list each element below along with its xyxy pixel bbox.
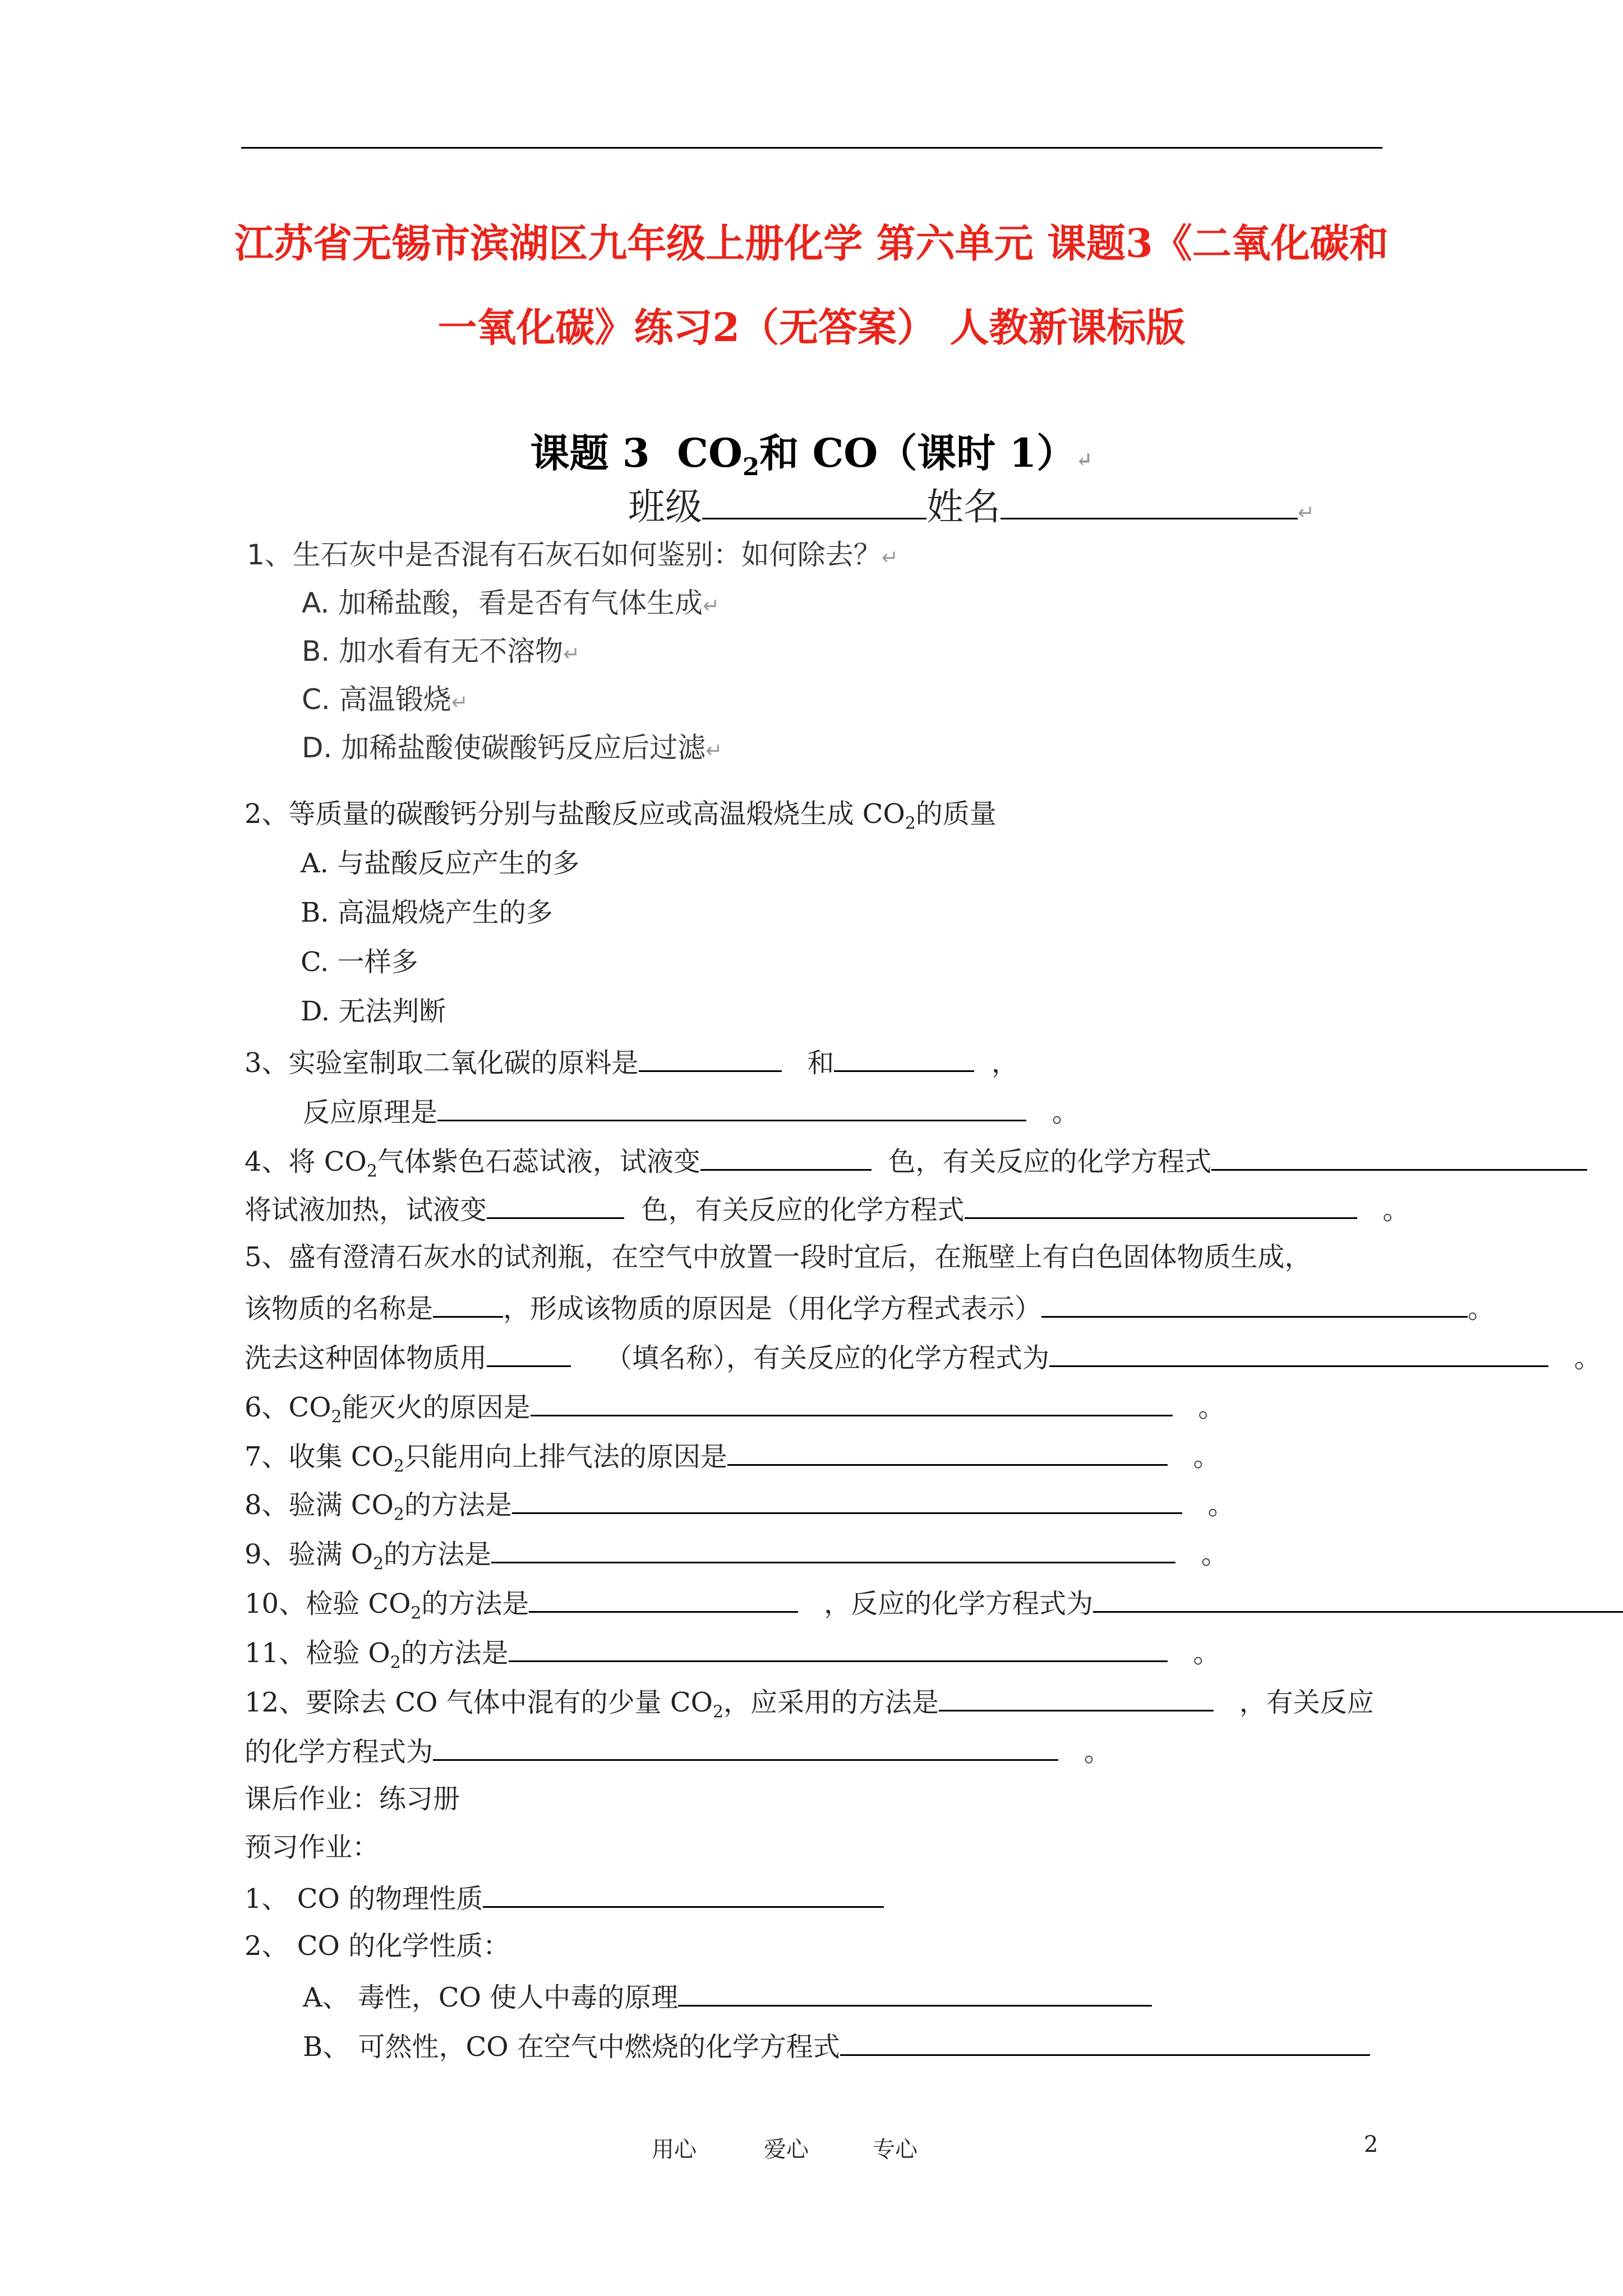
preview-blank-combustion[interactable] xyxy=(840,2027,1370,2056)
q12-blank-method[interactable] xyxy=(939,1683,1214,1711)
q5-blank-equation-1[interactable] xyxy=(1041,1289,1468,1318)
q1-option-d: D. 加稀盐酸使碳酸钙反应后过滤↵ xyxy=(302,731,723,764)
q5-line-2: 该物质的名称是 ，形成该物质的原因是（用化学方程式表示） 。 xyxy=(245,1289,1495,1326)
footer-motto-1: 用心 xyxy=(652,2137,697,2162)
q5-line-1: 5、盛有澄清石灰水的试剂瓶，在空气中放置一段时宜后，在瓶壁上有白色固体物质生成， xyxy=(245,1241,1312,1273)
q5-blank-name[interactable] xyxy=(433,1289,503,1318)
q2-stem: 2、等质量的碳酸钙分别与盐酸反应或高温煅烧生成 $CO_2$的质量 xyxy=(245,798,997,834)
q4-line-2: 将试液加热，试液变 色，有关反应的化学方程式 。 xyxy=(245,1190,1409,1227)
footer-motto-3: 专心 xyxy=(873,2137,917,2162)
footer-motto-2: 爱心 xyxy=(764,2137,809,2162)
q10-blank-method[interactable] xyxy=(529,1584,798,1613)
q2-option-d: D. 无法判断 xyxy=(301,996,446,1027)
name-blank[interactable] xyxy=(1000,491,1298,519)
q4-blank-equation-2[interactable] xyxy=(965,1190,1357,1219)
page-number: 2 xyxy=(1364,2132,1378,2157)
q5-line-3: 洗去这种固体物质用 （填名称），有关反应的化学方程式为 。 xyxy=(245,1338,1601,1375)
q1-option-c: C. 高温锻烧↵ xyxy=(302,683,468,716)
q5-blank-equation-2[interactable] xyxy=(1049,1338,1548,1367)
class-name-line xyxy=(628,477,1315,530)
paragraph-mark: ↵ xyxy=(1076,448,1093,472)
q1-stem: 1、生石灰中是否混有石灰石如何鉴别：如何除去？↵ xyxy=(247,539,898,571)
q3-blank-material-2[interactable] xyxy=(834,1043,974,1072)
q9-blank[interactable] xyxy=(491,1535,1175,1563)
lesson-heading xyxy=(0,422,1623,481)
q1-option-b: B. 加水看有无不溶物↵ xyxy=(302,635,580,668)
q10-blank-equation[interactable] xyxy=(1093,1584,1623,1613)
document-title-line-2: 一氧化碳》练习2（无答案） 人教新课标版 xyxy=(437,304,1186,351)
q12-line-2: 的化学方程式为 。 xyxy=(245,1732,1111,1769)
preview-item-2b: B、 可然性，CO 在空气中燃烧的化学方程式 xyxy=(303,2027,1370,2064)
name-label: 姓名 xyxy=(926,485,1000,528)
class-blank[interactable] xyxy=(702,491,926,519)
lesson-heading-sub: 2 xyxy=(743,453,760,481)
q7-blank[interactable] xyxy=(727,1437,1168,1466)
q3-blank-principle[interactable] xyxy=(437,1093,1026,1121)
preview-title: 预习作业： xyxy=(245,1832,380,1863)
preview-blank-physical[interactable] xyxy=(483,1879,884,1908)
q4-blank-color-1[interactable] xyxy=(700,1142,872,1171)
q3-blank-material-1[interactable] xyxy=(639,1043,782,1072)
q12-line-1: 12、要除去 CO 气体中混有的少量 $CO_2$，应采用的方法是 ，有关反应 xyxy=(245,1683,1374,1730)
lesson-heading-prefix: 课题 3 xyxy=(530,430,650,476)
q2-option-b: B. 高温煅烧产生的多 xyxy=(301,897,553,928)
paragraph-mark: ↵ xyxy=(1298,501,1315,524)
q6-blank[interactable] xyxy=(531,1388,1173,1416)
header-rule xyxy=(241,147,1382,149)
q1-option-a: A. 加稀盐酸，看是否有气体生成↵ xyxy=(302,587,720,619)
q4-blank-color-2[interactable] xyxy=(487,1190,624,1219)
q10-line: 10、检验 $CO_2$的方法是 ，反应的化学方程式为 xyxy=(245,1584,1623,1631)
q11-line: 11、检验 $O_2$的方法是 。 xyxy=(245,1634,1220,1681)
document-title-line-1: 江苏省无锡市滨湖区九年级上册化学 第六单元 课题3《二氧化碳和 xyxy=(234,220,1389,266)
q5-blank-substance[interactable] xyxy=(487,1338,571,1367)
lesson-heading-rest: 和 CO（课时 1） xyxy=(759,430,1076,476)
q2-option-a: A. 与盐酸反应产生的多 xyxy=(301,848,580,879)
q4-line-1: 4、将 $CO_2$气体紫色石蕊试液，试液变 色，有关反应的化学方程式 xyxy=(245,1142,1587,1189)
q7-line: 7、收集 $CO_2$只能用向上排气法的原因是 。 xyxy=(245,1437,1220,1484)
preview-item-1: 1、 CO 的物理性质 xyxy=(245,1879,884,1916)
class-label: 班级 xyxy=(628,485,702,528)
q9-line: 9、验满 $O_2$的方法是 。 xyxy=(245,1535,1228,1582)
q2-option-c: C. 一样多 xyxy=(301,946,418,978)
q3-line-1: 3、实验室制取二氧化碳的原料是 和 ， xyxy=(245,1043,1018,1080)
q4-blank-equation-1[interactable] xyxy=(1211,1142,1587,1171)
preview-item-2a: A、 毒性，CO 使人中毒的原理 xyxy=(303,1978,1152,2015)
q8-blank[interactable] xyxy=(512,1485,1182,1514)
homework-note: 课后作业：练习册 xyxy=(245,1783,460,1815)
q11-blank[interactable] xyxy=(509,1634,1168,1662)
preview-blank-toxicity[interactable] xyxy=(678,1978,1152,2007)
preview-item-2: 2、 CO 的化学性质： xyxy=(245,1930,510,1962)
q8-line: 8、验满 $CO_2$的方法是 。 xyxy=(245,1485,1235,1533)
q12-blank-equation[interactable] xyxy=(433,1732,1058,1761)
q6-line: 6、$CO_2$能灭火的原因是 。 xyxy=(245,1388,1225,1435)
lesson-heading-co: CO xyxy=(677,430,743,476)
q3-line-2: 反应原理是 。 xyxy=(303,1093,1079,1130)
